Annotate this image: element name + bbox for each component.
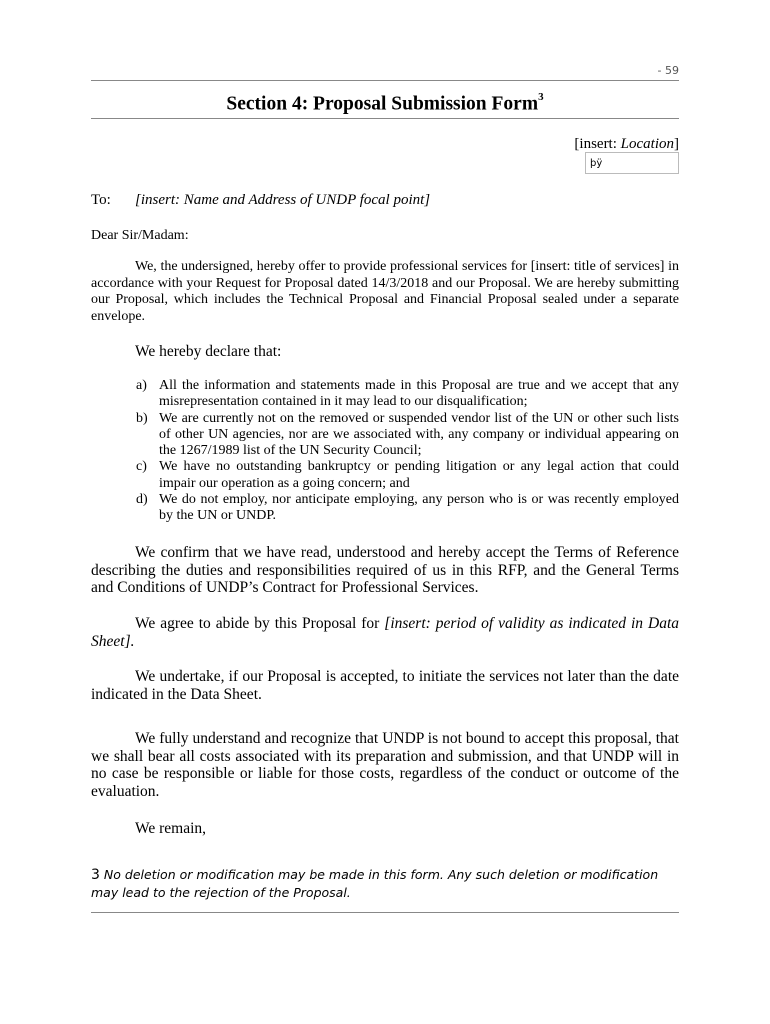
declaration-mark: a)	[136, 378, 147, 393]
location-line	[574, 136, 679, 153]
section-title-text: Section 4: Proposal Submission Form	[226, 93, 539, 115]
to-value: [insert: Name and Address of UNDP focal point]	[135, 192, 431, 208]
declaration-text: We do not employ, nor anticipate employing, any person who is or was recently employed by the UN or UNDP.	[159, 492, 679, 524]
declaration-mark: c)	[136, 459, 147, 475]
location-field[interactable]: þÿ	[585, 152, 679, 174]
location-prefix: [insert:	[574, 136, 621, 152]
declaration-item	[91, 492, 679, 525]
declaration-text: All the information and statements made in this Proposal are true and we accept that any misrepresentation contained in it may lead to our disqualification;	[159, 378, 679, 410]
declaration-item	[91, 459, 679, 492]
footnote-ref: 3	[538, 91, 544, 103]
declaration-item	[91, 411, 679, 460]
declaration-mark: b)	[136, 410, 148, 426]
section-title	[91, 93, 679, 116]
footer-rule	[91, 912, 679, 913]
declaration-mark: d)	[136, 492, 148, 508]
declaration-item	[91, 378, 679, 411]
validity-placeholder: [insert: period of validity as indicated in Data Sheet].	[91, 615, 679, 650]
footnote-text: No deletion or modification may be made in this form. Any such deletion or modification may lead to the rejection of the Proposal.	[91, 867, 659, 900]
declare-intro: We hereby declare that:	[135, 343, 282, 360]
understand-paragraph: We fully understand and recognize that UNDP is not bound to accept this proposal, that we shall bear all costs associated with its preparation and submission, and that UNDP will in no case be responsible or liable for those costs, regardless of the conduct or outcome of the evaluation.	[91, 730, 679, 800]
closing-line: We remain,	[135, 820, 207, 837]
footnote	[91, 866, 679, 901]
footnote-number: 3	[91, 867, 100, 883]
offer-paragraph: We, the undersigned, hereby offer to provide professional services for [insert: title of services] in accordance with your Request for Proposal dated 14/3/2018 and our Proposal. We are hereby submitting our Proposal, which includes the Technical Proposal and Financial Proposal sealed under a separate envelope.	[91, 259, 679, 324]
location-value: Location	[620, 136, 674, 152]
salutation: Dear Sir/Madam:	[91, 228, 189, 243]
validity-lead: We agree to abide by this Proposal for	[135, 615, 385, 632]
confirm-paragraph: We confirm that we have read, understood and hereby accept the Terms of Reference describing the duties and responsibilities required of us in this RFP, and the General Terms and Conditions of UNDP’s Contract for Professional Services.	[91, 544, 679, 596]
declaration-list	[91, 378, 679, 525]
to-label: To:	[91, 192, 111, 208]
location-suffix: ]	[674, 136, 679, 152]
header-rule	[91, 80, 679, 81]
validity-paragraph	[91, 615, 679, 650]
document-page	[91, 0, 679, 1024]
page-number: - 59	[657, 64, 679, 77]
declaration-text: We have no outstanding bankruptcy or pending litigation or any legal action that could impair our operation as a going concern; and	[159, 459, 679, 491]
undertake-paragraph: We undertake, if our Proposal is accepted, to initiate the services not later than the date indicated in the Data Sheet.	[91, 668, 679, 703]
declaration-text: We are currently not on the removed or suspended vendor list of the UN or other such lists of other UN agencies, nor are we associated with, any company or individual appearing on the 1267/1989 list of the UN Security Council;	[159, 410, 679, 459]
title-rule	[91, 118, 679, 119]
addressee-line	[91, 192, 430, 209]
